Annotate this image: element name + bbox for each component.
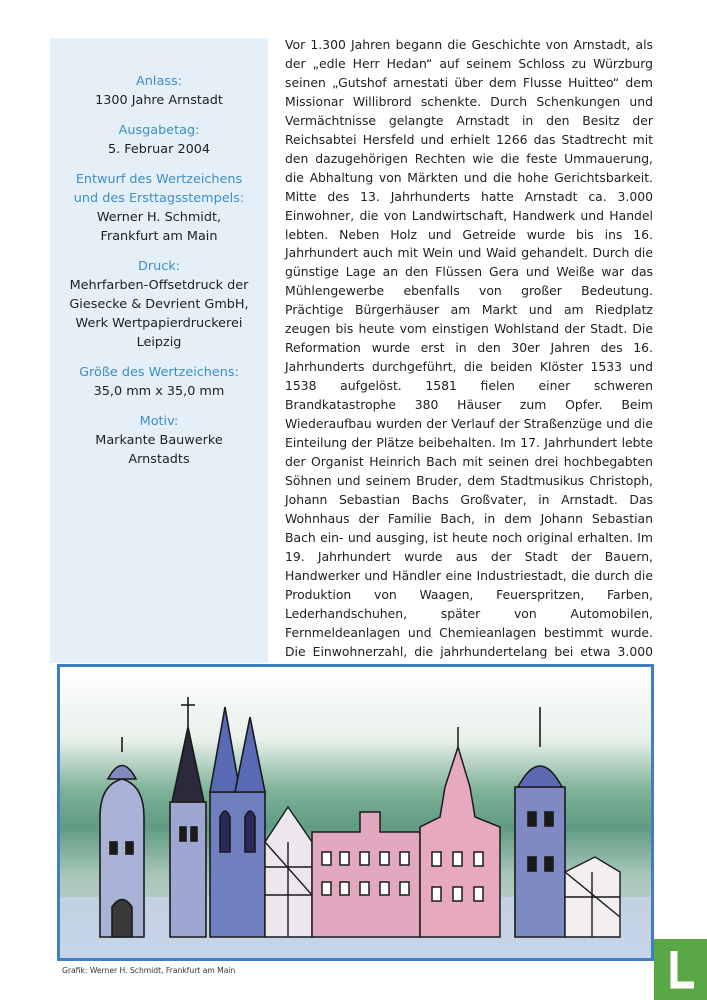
illustration-credit: Grafik: Werner H. Schmidt, Frankfurt am Main <box>62 966 236 975</box>
history-text: Vor 1.300 Jahren begann die Geschichte von Arnstadt, als der „edle Herr Hedan“ auf seinem Schloss zu Würzburg seinen „Gutshof arnestati über dem Flusse Huitteo“ dem Missionar Willibrord schenkte. Durch Schenkungen und Vermächtnisse gelangte Arnstadt in den Besitz der Reichsabtei Hersfeld und erhielt 1266 das Stadtrecht mit den dazugehörigen Rechten wie die feste Ummauerung, die Abhaltung von Märkten und die hohe Gerichtsbarkeit. Mitte des 13. Jahrhunderts hatte Arnstadt ca. 3.000 Einwohner, die von Landwirtschaft, Handwerk und Handel lebten. Neben Holz und Getreide wurde bis ins 16. Jahrhundert auch mit Wein und Waid gehandelt. Durch die günstige Lage an den Flüssen Gera und Weiße war das Mühlengewerbe ebenfalls von großer Bedeutung. Prächtige Bürgerhäuser am Markt und am Riedplatz zeugen bis heute vom einstigen Wohlstand der Stadt. Die Reformation wurde erst in den 30er Jahren des 16. Jahrhunderts durchgeführt, die beiden Klöster 1533 und 1538 aufgelöst. 1581 fielen einer schweren Brandkatastrophe 380 Häuser zum Opfer. Beim Wiederaufbau wurden der Verlauf der Straßenzüge und die Einteilung der Plätze beibehalten. Im 17. Jahrhundert lebte der Organist Heinrich Bach mit seinen drei hochbegabten Söhnen und seinem Bruder, dem Stadtmusikus Christoph, Johann Sebastian Bachs Großvater, in Arnstadt. Das Wohnhaus der Familie Bach, in dem Johann Sebastian Bach ein- und ausging, ist heute noch original erhalten. Im 19. Jahrhundert wurde aus der Stadt der Bauern, Handwerker und Händler eine Industriestadt, die durch die Produktion von Waagen, Feuerspritzen, Farben, Lederhandschuhen, später von Automobilen, Fernmeldeanlagen und Chemieanlagen bestimmt wurde. Die Einwohnerzahl, die jahrhundertelang bei etwa 3.000 <box>285 37 653 659</box>
info-label: Entwurf des Wertzeichens <box>75 172 243 187</box>
info-value: Giesecke & Devrient GmbH, <box>69 297 249 312</box>
info-value: Markante Bauwerke <box>95 433 223 448</box>
info-sidebar <box>50 38 268 663</box>
info-block <box>50 72 268 110</box>
info-value: Werner H. Schmidt, <box>96 210 222 225</box>
info-value: Frankfurt am Main <box>100 229 218 244</box>
info-value: 1300 Jahre Arnstadt <box>95 93 223 108</box>
info-block <box>50 363 268 401</box>
info-block <box>50 412 268 469</box>
info-value: 5. Februar 2004 <box>107 142 211 157</box>
info-block <box>50 170 268 246</box>
info-value: Werk Wertpapierdruckerei <box>75 316 243 331</box>
lastdodo-logo-icon <box>654 939 707 1000</box>
info-label: Druck: <box>138 259 180 274</box>
info-block <box>50 257 268 352</box>
info-list <box>50 38 268 469</box>
info-block <box>50 121 268 159</box>
skyline-drawing <box>60 667 651 958</box>
info-value: Leipzig <box>136 335 182 350</box>
info-value: 35,0 mm x 35,0 mm <box>93 384 225 399</box>
info-label: Anlass: <box>136 74 182 89</box>
info-label: Motiv: <box>139 414 179 429</box>
skyline-illustration <box>57 664 654 961</box>
info-value: Arnstadts <box>128 452 190 467</box>
info-label: Ausgabetag: <box>118 123 200 138</box>
info-label: und des Ersttagsstempels: <box>73 191 245 206</box>
info-value: Mehrfarben-Offsetdruck der <box>69 278 249 293</box>
right-house <box>565 857 620 937</box>
info-label: Größe des Wertzeichens: <box>79 365 239 380</box>
